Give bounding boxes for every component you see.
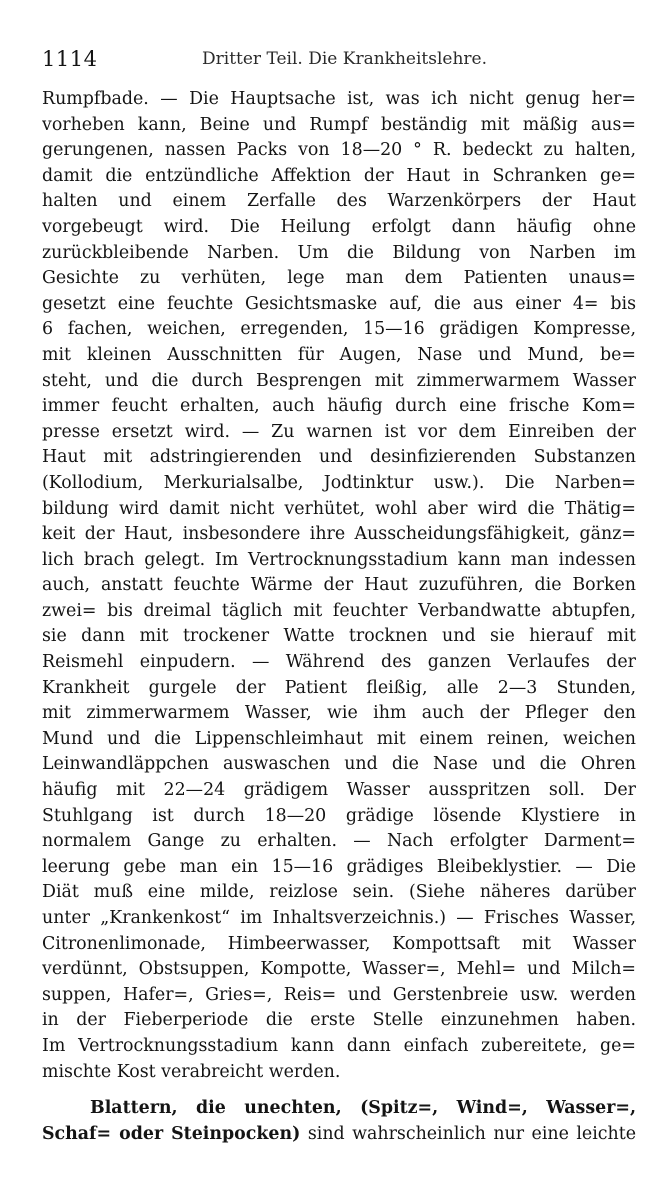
section-text: sind wahrscheinlich nur eine leichte	[300, 1123, 636, 1144]
paragraph-spacer	[42, 1085, 636, 1096]
text-line: Gesichte zu verhüten, lege man dem Patienten unaus=	[42, 268, 636, 289]
text-line: mit kleinen Ausschnitten für Augen, Nase und Mund, be=	[42, 344, 636, 365]
page-number: 1114	[42, 47, 98, 71]
text-line: vorgebeugt wird. Die Heilung erfolgt dann häufig ohne	[42, 216, 636, 237]
text-line: auch, anstatt feuchte Wärme der Haut zuzuführen, die Borken	[42, 575, 636, 596]
text-line: leerung gebe man ein 15—16 grädiges Bleibeklystier. — Die	[42, 856, 636, 877]
text-line: Leinwandläppchen auswaschen und die Nase und die Ohren	[42, 754, 636, 775]
text-line: halten und einem Zerfalle des Warzenkörpers der Haut	[42, 191, 636, 212]
text-line: lich brach gelegt. Im Vertrocknungsstadium kann man indessen	[42, 549, 636, 570]
text-line: Stuhlgang ist durch 18—20 grädige lösende Klystiere in	[42, 805, 636, 826]
text-line: Mund und die Lippenschleimhaut mit einem reinen, weichen	[42, 728, 636, 749]
paragraph-rumpfbade	[42, 87, 636, 1085]
text-line: damit die entzündliche Affektion der Haut in Schranken ge=	[42, 165, 636, 186]
text-line: keit der Haut, insbesondere ihre Ausscheidungsfähigkeit, gänz=	[42, 524, 636, 545]
text-line: unter „Krankenkost“ im Inhaltsverzeichnis.) — Frisches Wasser,	[42, 908, 636, 928]
text-line: Rumpfbade. — Die Hauptsache ist, was ich nicht genug her=	[42, 89, 636, 109]
page-header	[42, 44, 636, 74]
text-line: presse ersetzt wird. — Zu warnen ist vor dem Einreiben der	[42, 421, 636, 442]
text-line: Reismehl einpudern. — Während des ganzen Verlaufes der	[42, 652, 636, 673]
text-line: mit zimmerwarmem Wasser, wie ihm auch der Pfleger den	[42, 703, 636, 724]
text-line: Haut mit adstringierenden und desinfizierenden Substanzen	[42, 447, 636, 468]
text-line: häufig mit 22—24 grädigem Wasser ausspritzen soll. Der	[42, 780, 636, 801]
paragraph-blattern	[42, 1096, 636, 1147]
body-text	[42, 87, 636, 1147]
text-line: zwei= bis dreimal täglich mit feuchter Verbandwatte abtupfen,	[42, 600, 636, 621]
text-line: 6 fachen, weichen, erregenden, 15—16 grädigen Kompresse,	[42, 319, 636, 340]
text-line: Krankheit gurgele der Patient fleißig, alle 2—3 Stunden,	[42, 677, 636, 698]
text-line: vorheben kann, Beine und Rumpf beständig mit mäßig aus=	[42, 114, 636, 135]
text-line: gerungenen, nassen Packs von 18—20 ° R. bedeckt zu halten,	[42, 140, 636, 161]
text-line: steht, und die durch Besprengen mit zimmerwarmem Wasser	[42, 370, 636, 391]
text-line: immer feucht erhalten, auch häufig durch eine frische Kom=	[42, 396, 636, 417]
text-line: gesetzt eine feuchte Gesichtsmaske auf, die aus einer 4= bis	[42, 293, 636, 314]
text-line: bildung wird damit nicht verhütet, wohl aber wird die Thätig=	[42, 498, 636, 519]
text-line: verdünnt, Obstsuppen, Kompotte, Wasser=, Mehl= und Milch=	[42, 959, 636, 980]
text-line	[42, 1122, 636, 1148]
text-line: mischte Kost verabreicht werden.	[42, 1061, 341, 1082]
section-heading-line: Blattern, die unechten, (Spitz=, Wind=, Wasser=,	[90, 1098, 636, 1119]
text-line: (Kollodium, Merkurialsalbe, Jodtinktur usw.). Die Narben=	[42, 472, 636, 493]
text-line: normalem Gange zu erhalten. — Nach erfolgter Darment=	[42, 831, 636, 852]
text-line: Diät muß eine milde, reizlose sein. (Siehe näheres darüber	[42, 882, 636, 903]
text-line: suppen, Hafer=, Gries=, Reis= und Gerstenbreie usw. werden	[42, 984, 636, 1005]
text-line: zurückbleibende Narben. Um die Bildung von Narben im	[42, 242, 636, 263]
text-line: Citronenlimonade, Himbeerwasser, Kompottsaft mit Wasser	[42, 933, 636, 954]
text-line: in der Fieberperiode die erste Stelle einzunehmen haben.	[42, 1010, 636, 1031]
section-heading-continuation: Schaf= oder Steinpocken)	[42, 1123, 301, 1144]
text-line: Im Vertrocknungsstadium kann dann einfach zubereitete, ge=	[42, 1035, 636, 1056]
text-line: sie dann mit trockener Watte trocknen und sie hierauf mit	[42, 626, 636, 647]
running-head: Dritter Teil. Die Krankheitslehre.	[202, 49, 487, 69]
